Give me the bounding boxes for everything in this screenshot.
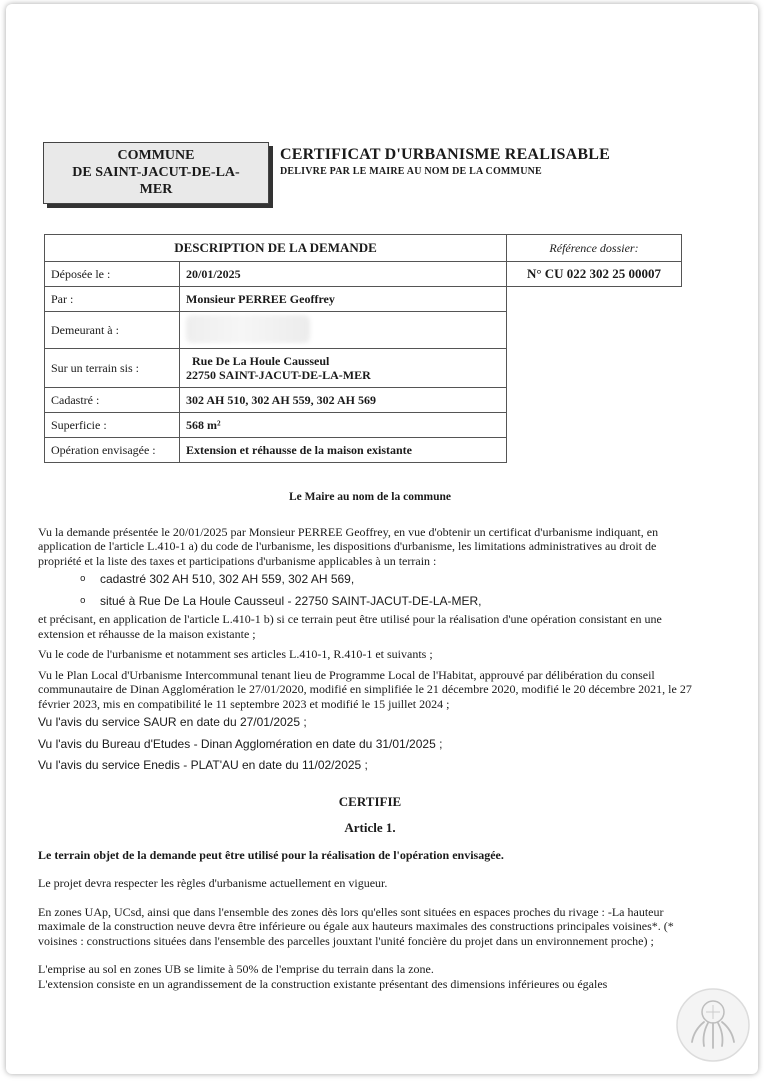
paragraph-precisant: et précisant, en application de l'article L.410-1 b) si ce terrain peut être utilisé pour la réalisation d'une opération consistant en une extension et réhausse de la maison existante ; <box>38 612 662 641</box>
table-row <box>45 287 682 312</box>
row-value-cadastre: 302 AH 510, 302 AH 559, 302 AH 569 <box>180 388 507 413</box>
document-page <box>6 4 758 1074</box>
commune-box <box>43 142 269 204</box>
mayor-heading: Le Maire au nom de la commune <box>288 491 452 503</box>
paragraph-avis-bureau: Vu l'avis du Bureau d'Etudes - Dinan Agglomération en date du 31/01/2025 ; <box>38 736 443 751</box>
certificate-subtitle: DELIVRE PAR LE MAIRE AU NOM DE LA COMMUNE <box>280 166 542 177</box>
redacted-address <box>186 315 310 343</box>
certificate-body <box>38 490 702 991</box>
certifie-heading: CERTIFIE <box>338 793 402 809</box>
row-value-site <box>180 349 507 388</box>
reference-number: N° CU 022 302 25 00007 <box>507 262 682 287</box>
bullet-location: situé à Rue De La Houle Causseul - 22750 SAINT-JACUT-DE-LA-MER, <box>100 593 482 608</box>
certificate-title-block <box>280 146 610 177</box>
row-label-site: Sur un terrain sis : <box>45 349 180 388</box>
row-value-address-redacted <box>180 312 507 349</box>
row-label-area: Superficie : <box>45 413 180 438</box>
row-value-operation: Extension et réhausse de la maison existante <box>180 438 507 463</box>
site-address-line2: 22750 SAINT-JACUT-DE-LA-MER <box>186 368 371 382</box>
row-label-deposit: Déposée le : <box>45 262 180 287</box>
paragraph-avis-enedis: Vu l'avis du service Enedis - PLAT'AU en date du 11/02/2025 ; <box>38 758 368 772</box>
reference-label: Référence dossier: <box>507 235 682 262</box>
bullet-cadastre: cadastré 302 AH 510, 302 AH 559, 302 AH 569, <box>100 572 355 586</box>
octopus-watermark-icon <box>674 986 752 1064</box>
list-item <box>80 572 702 587</box>
commune-name-line2: DE SAINT-JACUT-DE-LA- <box>72 165 240 180</box>
bullet-mark: o <box>80 574 86 584</box>
row-value-deposit: 20/01/2025 <box>180 262 507 287</box>
paragraph-request: Vu la demande présentée le 20/01/2025 par Monsieur PERREE Geoffrey, en vue d'obtenir un certificat d'urbanisme indiquant, en application de l'article L.410-1 a) du code de l'urbanisme, les dispositions d'urbanisme, les limitations administratives au droit de propriété et la liste des taxes et participations d'urbanisme applicables à un terrain : <box>38 524 659 568</box>
list-item <box>80 594 702 609</box>
site-address-line1: Rue De La Houle Causseul <box>192 354 330 368</box>
row-label-cadastre: Cadastré : <box>45 388 180 413</box>
paragraph-projet: Le projet devra respecter les règles d'urbanisme actuellement en vigueur. <box>38 876 388 890</box>
paragraph-extension: L'extension consiste en un agrandissement de la construction existante présentant des dimensions inférieures ou égales <box>38 976 608 991</box>
commune-name-line1: COMMUNE <box>117 148 195 163</box>
bullet-mark: o <box>80 595 86 606</box>
paragraph-avis-saur: Vu l'avis du service SAUR en date du 27/01/2025 ; <box>38 715 307 729</box>
paragraph-zones: En zones UAp, UCsd, ainsi que dans l'ensemble des zones dès lors qu'elles sont situées en espaces proches du rivage : -La hauteur maximale de la construction neuve devra être inférieure ou égale aux hauteurs maximales des constructions principales voisines*. (* voisines : constructions situées dans l'ensemble des parcelles jouxtant l'unité foncière du projet dans un environnement proche) ; <box>38 904 674 948</box>
request-description-table <box>44 234 682 463</box>
table-header-row <box>45 235 682 262</box>
empty-cell <box>507 287 682 463</box>
paragraph-emprise: L'emprise au sol en zones UB se limite à 50% de l'emprise du terrain dans la zone. <box>38 962 434 976</box>
article-heading: Article 1. <box>344 820 396 835</box>
paragraph-plui: Vu le Plan Local d'Urbanisme Intercommunal tenant lieu de Programme Local de l'Habitat, approuvé par délibération du conseil communautaire de Dinan Agglomération le 27/01/2020, modifié en simplifiée le 21 décembre 2020, modifié le 20 décembre 2021, le 27 février 2023, mis en compatibilité le 11 septembre 2023 et modifié le 15 juillet 2024 ; <box>38 667 692 711</box>
table-row <box>45 262 682 287</box>
row-value-applicant: Monsieur PERREE Geoffrey <box>180 287 507 312</box>
row-label-address: Demeurant à : <box>45 312 180 349</box>
row-label-applicant: Par : <box>45 287 180 312</box>
row-label-operation: Opération envisagée : <box>45 438 180 463</box>
table-heading: DESCRIPTION DE LA DEMANDE <box>45 235 507 262</box>
paragraph-code: Vu le code de l'urbanisme et notamment ses articles L.410-1, R.410-1 et suivants ; <box>38 647 433 661</box>
paragraph-terrain: Le terrain objet de la demande peut être utilisé pour la réalisation de l'opération envisagée. <box>38 847 504 862</box>
certificate-title: CERTIFICAT D'URBANISME REALISABLE <box>280 146 610 163</box>
row-value-area: 568 m² <box>180 413 507 438</box>
commune-name-line3: MER <box>139 182 173 197</box>
